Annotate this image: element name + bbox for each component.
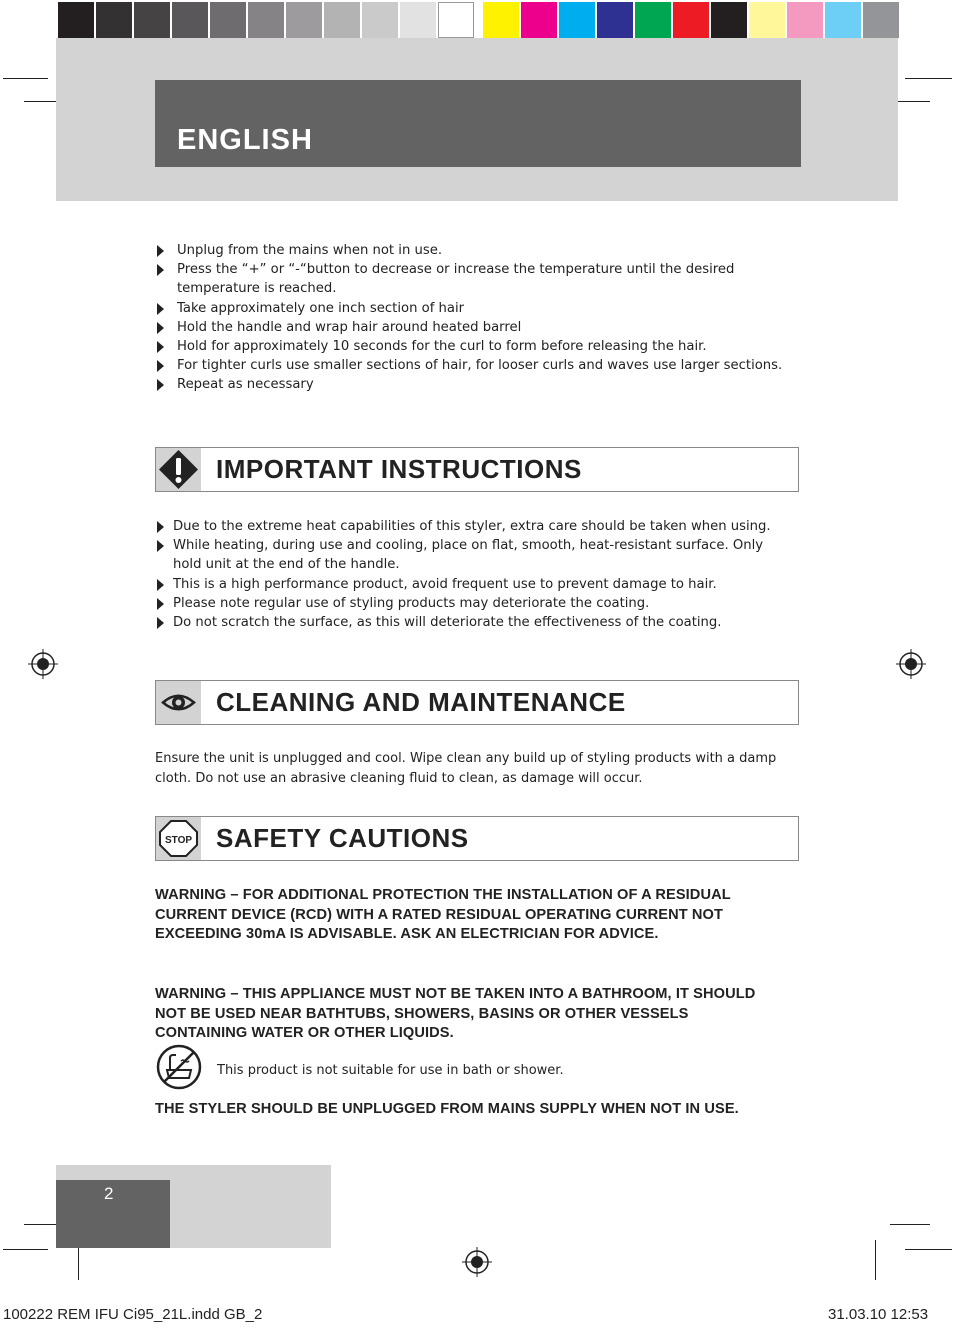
gray-swatch	[324, 2, 360, 38]
triangle-bullet-icon	[157, 617, 164, 629]
eye-icon	[156, 681, 201, 724]
list-item: Repeat as necessary	[155, 375, 795, 394]
color-swatch-bar	[483, 2, 901, 38]
crop-mark	[3, 78, 48, 79]
section-title: CLEANING AND MAINTENANCE	[216, 687, 626, 717]
triangle-bullet-icon	[157, 521, 164, 533]
color-swatch	[825, 2, 861, 38]
exclamation-diamond-icon	[156, 448, 201, 491]
page-number: 2	[104, 1184, 114, 1203]
registration-mark-icon	[896, 649, 926, 679]
section-title: IMPORTANT INSTRUCTIONS	[216, 454, 582, 484]
svg-text:STOP: STOP	[164, 835, 193, 846]
crop-mark	[875, 1240, 876, 1280]
list-item: This is a high performance product, avoid frequent use to prevent damage to hair.	[155, 575, 785, 594]
crop-mark	[905, 78, 952, 79]
bath-note: This product is not suitable for use in bath or shower.	[217, 1063, 564, 1078]
gray-swatch	[96, 2, 132, 38]
gray-swatch	[400, 2, 436, 38]
registration-mark-icon	[28, 649, 58, 679]
color-swatch	[635, 2, 671, 38]
gray-swatch	[438, 2, 474, 38]
triangle-bullet-icon	[157, 360, 164, 372]
triangle-bullet-icon	[157, 341, 164, 353]
color-swatch	[673, 2, 709, 38]
safety-cautions-header	[155, 816, 799, 861]
crop-mark	[890, 1224, 930, 1225]
list-item: Hold the handle and wrap hair around heated barrel	[155, 318, 795, 337]
color-swatch	[749, 2, 785, 38]
list-item: Due to the extreme heat capabilities of this styler, extra care should be taken when using.	[155, 517, 785, 536]
important-instructions-header	[155, 447, 799, 492]
gray-swatch	[286, 2, 322, 38]
color-swatch	[597, 2, 633, 38]
cleaning-text: Ensure the unit is unplugged and cool. Wipe clean any build up of styling products with a damp cloth. Do not use an abrasive cleaning fluid to clean, as damage will occur.	[155, 751, 777, 786]
rcd-warning: WARNING – FOR ADDITIONAL PROTECTION THE INSTALLATION OF A RESIDUAL CURRENT DEVICE (RCD) WITH A RATED RESIDUAL OPERATING CURRENT NOT EXCEEDING 30mA IS ADVISABLE. ASK AN ELECTRICIAN FOR ADVICE.	[155, 887, 731, 943]
color-swatch	[559, 2, 595, 38]
triangle-bullet-icon	[157, 540, 164, 552]
triangle-bullet-icon	[157, 264, 164, 276]
color-swatch	[711, 2, 747, 38]
language-header	[155, 80, 801, 167]
list-item: Press the “+” or “-“button to decrease or increase the temperature until the desired temperature is reached.	[155, 260, 795, 298]
triangle-bullet-icon	[157, 322, 164, 334]
list-item: Unplug from the mains when not in use.	[155, 241, 795, 260]
section-title: SAFETY CAUTIONS	[216, 823, 469, 853]
triangle-bullet-icon	[157, 579, 164, 591]
list-item: Do not scratch the surface, as this will deteriorate the effectiveness of the coating.	[155, 613, 785, 632]
color-swatch	[483, 2, 519, 38]
list-item: Hold for approximately 10 seconds for the curl to form before releasing the hair.	[155, 337, 795, 356]
gray-swatch	[134, 2, 170, 38]
file-slug: 100222 REM IFU Ci95_21L.indd GB_2	[3, 1306, 263, 1323]
triangle-bullet-icon	[157, 598, 164, 610]
page-number-box	[56, 1180, 170, 1248]
important-instructions-list	[155, 517, 785, 632]
crop-mark	[905, 1249, 952, 1250]
color-swatch	[521, 2, 557, 38]
list-item: For tighter curls use smaller sections of hair, for looser curls and waves use larger sections.	[155, 356, 795, 375]
bathroom-warning: WARNING – THIS APPLIANCE MUST NOT BE TAKEN INTO A BATHROOM, IT SHOULD NOT BE USED NEAR BATHTUBS, SHOWERS, BASINS OR OTHER VESSELS CONTAINING WATER OR OTHER LIQUIDS.	[155, 986, 756, 1042]
date-slug: 31.03.10 12:53	[828, 1306, 929, 1323]
stop-sign-icon	[156, 817, 201, 860]
language-title: ENGLISH	[177, 124, 313, 156]
registration-mark-icon	[462, 1247, 492, 1277]
list-item: While heating, during use and cooling, place on flat, smooth, heat-resistant surface. Only hold unit at the end of the handle.	[155, 536, 785, 574]
triangle-bullet-icon	[157, 245, 164, 257]
gray-swatch	[58, 2, 94, 38]
gray-swatch	[172, 2, 208, 38]
crop-mark	[3, 1249, 48, 1250]
cleaning-maintenance-header	[155, 680, 799, 725]
unplug-warning: THE STYLER SHOULD BE UNPLUGGED FROM MAINS SUPPLY WHEN NOT IN USE.	[155, 1101, 739, 1117]
list-item: Please note regular use of styling products may deteriorate the coating.	[155, 594, 785, 613]
no-bath-icon	[155, 1043, 203, 1091]
color-swatch	[787, 2, 823, 38]
triangle-bullet-icon	[157, 379, 164, 391]
triangle-bullet-icon	[157, 303, 164, 315]
usage-steps-list	[155, 241, 795, 395]
list-item: Take approximately one inch section of hair	[155, 299, 795, 318]
grayscale-swatch-bar	[58, 2, 476, 38]
gray-swatch	[210, 2, 246, 38]
gray-swatch	[362, 2, 398, 38]
gray-swatch	[248, 2, 284, 38]
color-swatch	[863, 2, 899, 38]
